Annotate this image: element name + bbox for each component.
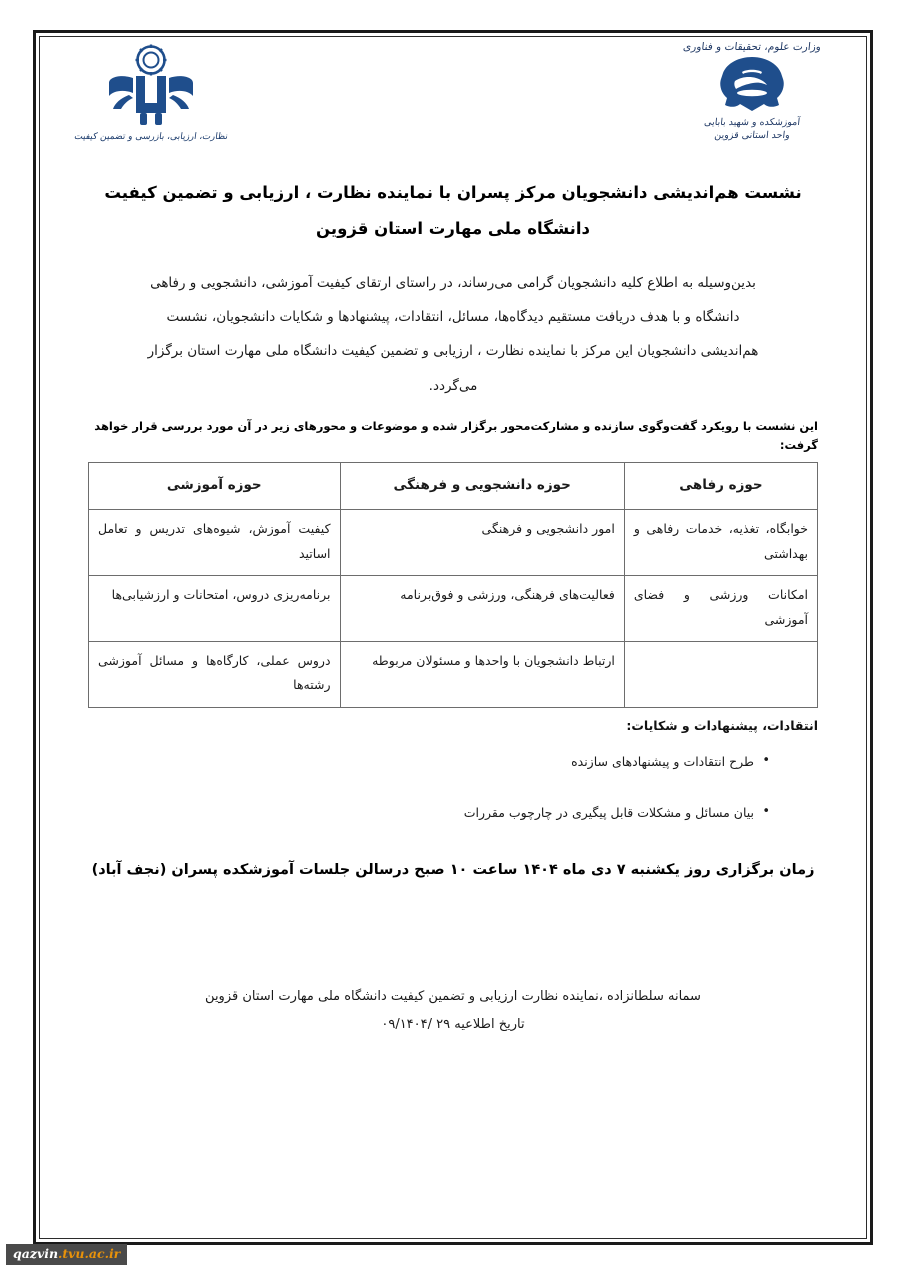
cell-welfare-3: [624, 641, 817, 707]
topics-leadin-text: این نشست با رویکرد گفت‌وگوی سازنده و مشارکت‌محور برگزار شده و موضوعات و محورهای زیر در آن مورد بررسی قرار خواهد گرفت:: [94, 419, 818, 452]
site-watermark: [6, 1244, 127, 1265]
body-line-3: هم‌اندیشی دانشجویان این مرکز با نماینده نظارت ، ارزیابی و تضمین کیفیت دانشگاه ملی مهارت استان برگزار: [147, 343, 759, 360]
table-row: [89, 576, 818, 642]
watermark-domain-suffix: .tvu.ac.ir: [58, 1246, 121, 1262]
page-title-line-2: دانشگاه ملی مهارت استان قزوین: [316, 219, 590, 239]
campus-name-line1: آموزشکده و شهید بابایی: [703, 117, 801, 128]
document-header: [40, 37, 866, 169]
supervision-logo-block: [56, 43, 246, 142]
signature-block: [88, 983, 818, 1038]
page-title: [92, 175, 814, 248]
ministry-logo-block: [652, 41, 852, 143]
cell-student-3: ارتباط دانشجویان با واحدها و مسئولان مربوطه: [340, 641, 624, 707]
signatory-name-role: سمانه سلطانزاده ،نماینده نظارت ارزیابی و تضمین کیفیت دانشگاه ملی مهارت استان قزوین: [205, 989, 701, 1005]
list-item: • طرح انتقادات و پیشنهادهای سازنده: [88, 751, 770, 772]
body-line-4: می‌گردد.: [428, 377, 478, 394]
ministry-title: وزارت علوم، تحقیقات و فناوری: [682, 41, 822, 53]
body-line-2: دانشگاه و با هدف دریافت مستقیم دیدگاه‌ها، مسائل، انتقادات، پیشنهادها و شکایات دانشجویان، نشست: [166, 309, 740, 326]
campus-name-line2: واحد استانی قزوین: [713, 129, 791, 141]
topics-table-wrapper: [88, 462, 818, 708]
supervision-logo-caption: نظارت، ارزیابی، بازرسی و تضمین کیفیت: [73, 132, 229, 142]
cell-student-2: فعالیت‌های فرهنگی، ورزشی و فوق‌برنامه: [340, 576, 624, 642]
table-row: [89, 641, 818, 707]
body-line-1: بدین‌وسیله به اطلاع کلیه دانشجویان گرامی می‌رساند، در راستای ارتقای کیفیت آموزشی، دانشجویی و رفاهی: [150, 274, 756, 291]
page-title-line-1: نشست هم‌اندیشی دانشجویان مرکز پسران با نماینده نظارت ، ارزیابی و تضمین کیفیت: [104, 183, 802, 202]
daneshgah-melli-maharat-emblem-icon: [652, 55, 852, 117]
document-page: [39, 36, 867, 1239]
event-time-text: زمان برگزاری روز یکشنبه ۷ دی ماه ۱۴۰۴ ساعت ۱۰ صبح درسالن جلسات آموزشکده پسران (نجف آباد): [91, 862, 815, 879]
nezarat-arzyabi-emblem-icon: [56, 43, 246, 131]
announcement-date: تاریخ اطلاعیه ۲۹ /۰۹/۱۴۰۴: [381, 1016, 525, 1032]
table-row: [89, 510, 818, 576]
complaints-heading: انتقادات، پیشنهادات و شکایات:: [626, 717, 818, 733]
document-page-frame: [33, 30, 873, 1245]
cell-educational-2: برنامه‌ریزی دروس، امتحانات و ارزشیابی‌ها: [89, 576, 341, 642]
cell-educational-1: کیفیت آموزش، شیوه‌های تدریس و تعامل اساتید: [89, 510, 341, 576]
cell-student-1: امور دانشجویی و فرهنگی: [340, 510, 624, 576]
column-header-educational: حوزه آموزشی: [89, 463, 341, 510]
list-item: • بیان مسائل و مشکلات قابل پیگیری در چارچوب مقررات: [88, 802, 770, 823]
cell-welfare-2: امکانات ورزشی و فضای آموزشی: [624, 576, 817, 642]
topics-table: [88, 462, 818, 708]
cell-educational-3: دروس عملی، کارگاه‌ها و مسائل آموزشی رشته‌ها: [89, 641, 341, 707]
column-header-welfare: حوزه رفاهی: [624, 463, 817, 510]
complaints-list: [88, 751, 770, 824]
table-header-row: [89, 463, 818, 510]
column-header-student: حوزه دانشجویی و فرهنگی: [340, 463, 624, 510]
watermark-domain-name: qazvin: [13, 1246, 59, 1262]
cell-welfare-1: خوابگاه، تغذیه، خدمات رفاهی و بهداشتی: [624, 510, 817, 576]
announcement-body: [88, 266, 818, 404]
